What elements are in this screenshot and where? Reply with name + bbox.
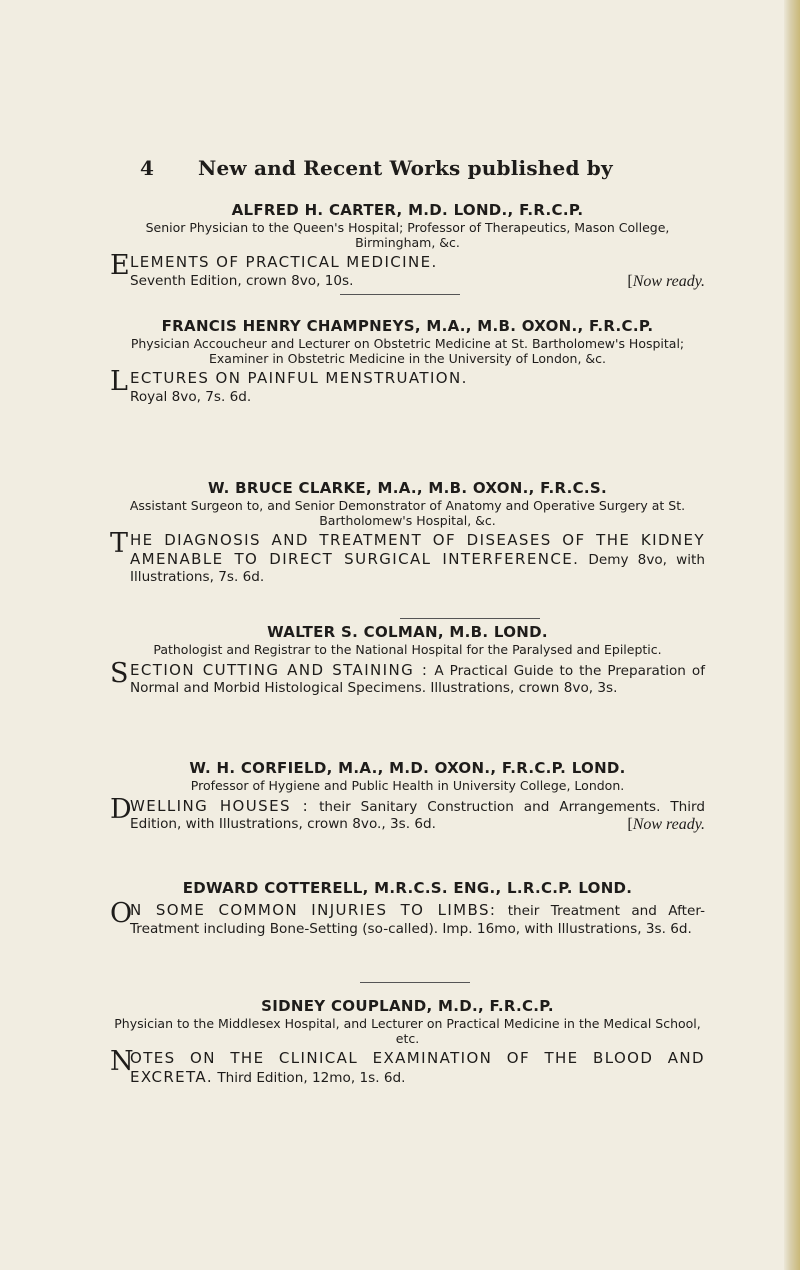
book-title: D WELLING HOUSES : their Sanitary Construction and Arrangements. Third Edition, with Illustrations, crown 8vo., 3s. 6d. [Now ready. xyxy=(110,793,706,833)
title-text: HE DIAGNOSIS AND TREATMENT OF DISEASES OF THE KIDNEY AMENABLE TO DIRECT SURGICAL INTERFERENCE. xyxy=(130,531,705,568)
book-entry xyxy=(110,622,705,698)
title-text: LEMENTS OF PRACTICAL MEDICINE. xyxy=(130,253,438,271)
book-entry xyxy=(110,996,705,1087)
drop-initial: E xyxy=(110,250,130,281)
drop-initial: N xyxy=(110,1046,134,1077)
edition-details: Royal 8vo, 7s. 6d. xyxy=(130,388,252,405)
book-entry xyxy=(110,478,705,587)
book-title xyxy=(110,657,705,698)
title-text: WELLING HOUSES : xyxy=(130,796,310,815)
author-credentials: Professor of Hygiene and Public Health in University College, London. xyxy=(190,778,625,793)
title-text: OTES ON THE CLINICAL EXAMINATION OF THE BLOOD AND EXCRETA. xyxy=(130,1049,705,1086)
title-text: ECTION CUTTING AND STAINING : xyxy=(130,660,429,679)
page-number: 4 xyxy=(140,156,154,180)
author-name: ALFRED H. CARTER, M.D. LOND., F.R.C.P. xyxy=(231,201,584,219)
author-credentials: Assistant Surgeon to, and Senior Demonstrator of Anatomy and Operative Surgery at St. Bartholomew's Hospital, &c. xyxy=(129,498,686,528)
author-name: FRANCIS HENRY CHAMPNEYS, M.A., M.B. OXON., F.R.C.P. xyxy=(161,317,654,335)
edition-details: A Practical Guide to the Preparation of Normal and Morbid Histological Specimens. Illustrations, crown 8vo, 3s. xyxy=(130,662,705,696)
book-title xyxy=(110,898,705,938)
book-title xyxy=(110,1046,705,1087)
book-title xyxy=(110,528,705,587)
title-text: ECTURES ON PAINFUL MENSTRUATION. xyxy=(130,369,468,387)
author-name: WALTER S. COLMAN, M.B. LOND. xyxy=(267,623,548,641)
availability: Now ready. xyxy=(632,816,705,833)
book-title xyxy=(110,366,705,406)
author-name: W. H. CORFIELD, M.A., M.D. OXON., F.R.C.P. LOND. xyxy=(189,759,626,777)
drop-initial: O xyxy=(110,898,133,929)
book-title: E LEMENTS OF PRACTICAL MEDICINE. Seventh Edition, crown 8vo, 10s. [Now ready. xyxy=(110,250,705,290)
separator-rule xyxy=(400,618,540,619)
edition-details: their Sanitary Construction and Arrangements. Third Edition, with Illustrations, crown 8vo., 3s. 6d. xyxy=(130,798,706,832)
edition-details: their Treatment and After-Treatment including Bone-Setting (so-called). Imp. 16mo, with Illustrations, 3s. 6d. xyxy=(130,903,705,937)
drop-initial: T xyxy=(110,528,129,559)
book-entry xyxy=(110,878,705,938)
separator-rule xyxy=(340,294,460,295)
book-entry xyxy=(110,758,705,834)
separator-rule xyxy=(360,982,470,983)
edition-details: Seventh Edition, crown 8vo, 10s. xyxy=(130,272,354,289)
availability: Now ready. xyxy=(632,272,705,290)
author-name: W. BRUCE CLARKE, M.A., M.B. OXON., F.R.C.S. xyxy=(207,479,608,497)
drop-initial: D xyxy=(110,793,132,825)
drop-initial: S xyxy=(110,657,129,689)
edition-details: Third Edition, 12mo, 1s. 6d. xyxy=(217,1069,406,1086)
author-credentials: Physician to the Middlesex Hospital, and Lecturer on Practical Medicine in the Medical School, etc. xyxy=(114,1016,701,1046)
author-credentials: Pathologist and Registrar to the National Hospital for the Paralysed and Epileptic. xyxy=(153,642,662,657)
author-name: EDWARD COTTERELL, M.R.C.S. ENG., L.R.C.P. LOND. xyxy=(182,879,633,897)
book-entry xyxy=(110,200,705,290)
title-text: N SOME COMMON INJURIES TO LIMBS: xyxy=(130,901,497,919)
author-credentials: Senior Physician to the Queen's Hospital; Professor of Therapeutics, Mason College, Birmingham, &c. xyxy=(145,220,670,250)
running-head xyxy=(140,156,780,184)
drop-initial: L xyxy=(110,366,128,397)
edition-details: Demy 8vo, with Illustrations, 7s. 6d. xyxy=(130,551,705,585)
author-credentials: Physician Accoucheur and Lecturer on Obstetric Medicine at St. Bartholomew's Hospital; Examiner in Obstetric Medicine in the University of London, &c. xyxy=(130,336,685,366)
author-name: SIDNEY COUPLAND, M.D., F.R.C.P. xyxy=(261,997,554,1015)
running-head-title: New and Recent Works published by xyxy=(198,156,613,180)
book-entry xyxy=(110,316,705,406)
